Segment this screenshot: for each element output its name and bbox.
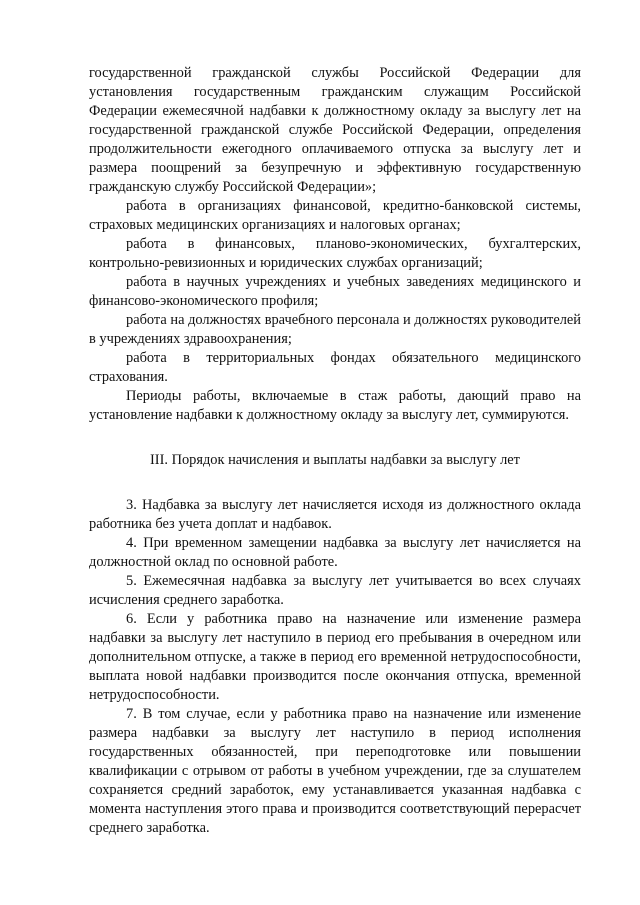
paragraph-financial-services: работа в финансовых, планово-экономических, бухгалтерских, контрольно-ревизионных и юридических службах организаций; [89, 236, 581, 271]
paragraph-scientific-institutions: работа в научных учреждениях и учебных заведениях медицинского и финансово-экономического профиля; [89, 274, 581, 309]
paragraph-item-4: 4. При временном замещении надбавка за выслугу лет начисляется на должностной оклад по основной работе. [89, 535, 581, 570]
paragraph-continuation: государственной гражданской службы Российской Федерации для установления государственным гражданским служащим Российской Федерации ежемесячной надбавки к должностному окладу за выслугу лет на государственной гражданской службе Российской Федерации, определения продолжительности ежегодного оплачиваемого отпуска за выслугу лет и размера поощрений за безупречную и эффективную государственную гражданскую службу Российской Федерации»; [89, 65, 581, 195]
paragraph-insurance-funds: работа в территориальных фондах обязательного медицинского страхования. [89, 350, 581, 385]
paragraph-periods-summed: Периоды работы, включаемые в стаж работы, дающий право на установление надбавки к должностному окладу за выслугу лет, суммируются. [89, 388, 581, 423]
paragraph-item-7: 7. В том случае, если у работника право на назначение или изменение размера надбавки за выслугу лет наступило в период исполнения государственных обязанностей, при переподготовке или повышении квалификации с отрывом от работы в учебном учреждении, где за слушателем сохраняется средний заработок, ему устанавливается указанная надбавка с момента наступления этого права и производится соответствующий перерасчет среднего заработка. [89, 706, 581, 836]
paragraph-financial-organizations: работа в организациях финансовой, кредитно-банковской системы, страховых медицинских организациях и налоговых органах; [89, 198, 581, 233]
paragraph-item-6: 6. Если у работника право на назначение или изменение размера надбавки за выслугу лет наступило в период его пребывания в очередном или дополнительном отпуске, а также в период его временной нетрудоспособности, выплата новой надбавки производится после окончания отпуска, временной нетрудоспособности. [89, 611, 581, 703]
section-heading: III. Порядок начисления и выплаты надбавки за выслугу лет [150, 452, 520, 468]
document-page [89, 64, 581, 838]
paragraph-item-5: 5. Ежемесячная надбавка за выслугу лет учитывается во всех случаях исчисления среднего заработка. [89, 573, 581, 608]
paragraph-medical-positions: работа на должностях врачебного персонала и должностях руководителей в учреждениях здравоохранения; [89, 312, 581, 347]
paragraph-item-3: 3. Надбавка за выслугу лет начисляется исходя из должностного оклада работника без учета доплат и надбавок. [89, 497, 581, 532]
